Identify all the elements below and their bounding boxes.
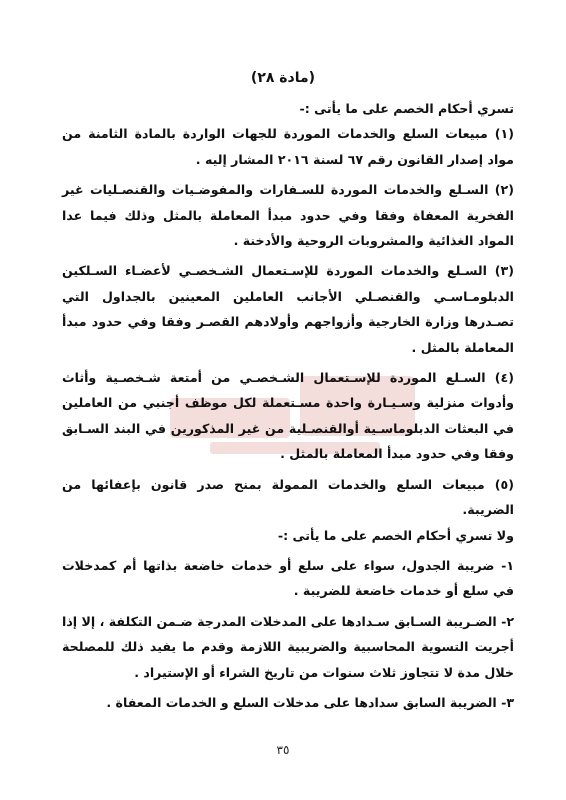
article-body [62, 96, 514, 715]
exclusion-item-1: ١- ضريبة الجدول، سواء على سلع أو خدمات خاضعة بذاتها أم كمدخلات في سلع أو خدمات خاضعة للضريبة . [62, 557, 514, 599]
list-item-3: (٣) السـلع والخدمات الموردة للإسـتعمال الشـخصـي لأعضـاء السـلكين الدبلومـاسـي والقنصـلي الأجانب العاملين المعينين بالجداول التي تصـدرها وزارة الخارجية وأزواجهم وأولادهم القصـر وفقا وفي حدود مبدأ المعاملة بالمثل . [62, 263, 514, 355]
article-title: (مادة ٢٨) [250, 70, 316, 86]
exclusion-item-3: ٣- الضريبة السابق سدادها على مدخلات السلع و الخدمات المعفاة . [106, 694, 514, 710]
page-number: ٣٥ [276, 743, 290, 757]
list-item-4: (٤) السـلع الموردة للإسـتعمال الشـخصـي من أمتعة شـخصـية وأثاث وأدوات منزلية وسـيـارة واحدة مسـتعملة لكل موظف أجنبي من العاملين في البعثات الدبلوماسـية أوالقنصـلية من غير المذكورين في البند السـابق وفقا وفي حدود مبدأ المعاملة بالمثل . [62, 370, 514, 462]
list-item-1: (١) مبيعات السلع والخدمات الموردة للجهات الواردة بالمادة الثامنة من مواد إصدار القانون رقم ٦٧ لسنة ٢٠١٦ المشار إليه . [62, 126, 514, 167]
list-item-5: (٥) مبيعات السلع والخدمات الممولة بمنح صدر قانون بإعفائها من الضريبة. [62, 476, 514, 518]
list-item-2: (٢) السـلع والخدمات الموردة للسـفارات والمفوضـيات والقنصـليات غير الفخرية المعفاة وفقا وفي حدود مبدأ المعاملة بالمثل وذلك فيما عدا المواد الغذائية والمشروبات الروحية والأدخنة . [62, 182, 514, 249]
exclusion-item-2: ٢- الضـريبة السـابق سـدادها على المدخلات المدرجة ضـمن التكلفة ، إلا إذا أجريت التسوية المحاسبية والضريبية اللازمة وقدم ما يفيد ذلك للمصلحة خلال مدة لا تتجاوز ثلاث سنوات من تاريخ الشراء أو الإستيراد . [62, 613, 514, 680]
intro-text: تسري أحكام الخصم على ما يأتى :- [299, 101, 514, 116]
exclusion-intro: ولا تسري أحكام الخصم على ما يأتى :- [277, 527, 514, 543]
